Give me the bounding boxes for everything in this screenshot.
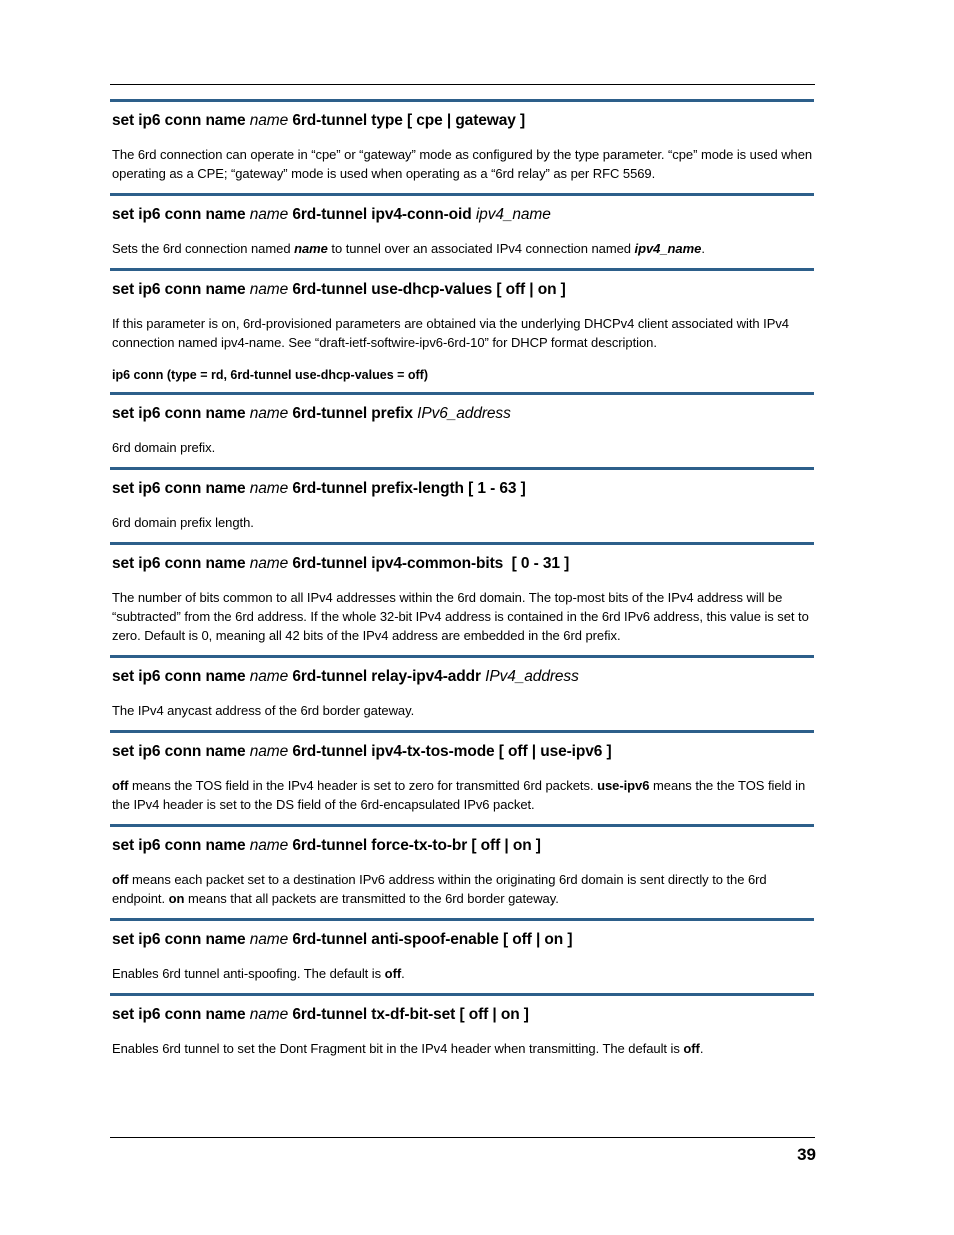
command-heading: set ip6 conn name name 6rd-tunnel type [ cpe | gateway ] (112, 112, 526, 129)
command-description: 6rd domain prefix length. (112, 515, 254, 530)
command-description: The number of bits common to all IPv4 addresses within the 6rd domain. The top-most bits of the IPv4 address will be “subtracted” from the 6rd address. If the whole 32-bit IPv4 address is contained in the 6rd IPv6 address, this value is set to zero. Default is 0, meaning all 42 bits of the IPv4 address are embedded in the 6rd prefix. (112, 590, 809, 643)
config-note: ip6 conn (type = rd, 6rd-tunnel use-dhcp-values = off) (112, 368, 429, 382)
command-heading: set ip6 conn name name 6rd-tunnel tx-df-bit-set [ off | on ] (112, 1006, 529, 1023)
header-rule (110, 84, 815, 85)
command-section-relay-ipv4-addr (110, 655, 814, 720)
command-description: 6rd domain prefix. (112, 440, 216, 455)
command-description: The IPv4 anycast address of the 6rd border gateway. (112, 703, 415, 718)
command-description: Sets the 6rd connection named name to tunnel over an associated IPv4 connection named ipv4_name. (112, 241, 705, 256)
command-section-ipv4-conn-oid (110, 193, 814, 258)
command-description: off means the TOS field in the IPv4 header is set to zero for transmitted 6rd packets. use-ipv6 means the the TOS field in the IPv4 header is set to the DS field of the 6rd-encapsulated IPv6 packet. (112, 778, 806, 812)
page-number: 39 (797, 1145, 816, 1164)
command-section-prefix-length (110, 467, 814, 532)
command-description: off means each packet set to a destination IPv6 address within the originating 6rd domain is sent directly to the 6rd endpoint. on means that all packets are transmitted to the 6rd border gateway. (112, 872, 767, 906)
command-section-tx-df-bit-set (110, 993, 814, 1058)
command-section-anti-spoof-enable (110, 918, 814, 983)
command-description: The 6rd connection can operate in “cpe” or “gateway” mode as configured by the type parameter. “cpe” mode is used when operating as a CPE; “gateway” mode is used when operating as a “6rd relay” as per RFC 5569. (112, 147, 813, 181)
footer-rule (110, 1137, 815, 1138)
command-section-ipv4-common-bits (110, 542, 814, 645)
command-heading: set ip6 conn name name 6rd-tunnel use-dhcp-values [ off | on ] (112, 281, 566, 298)
command-heading: set ip6 conn name name 6rd-tunnel force-tx-to-br [ off | on ] (112, 837, 541, 854)
command-description: Enables 6rd tunnel to set the Dont Fragment bit in the IPv4 header when transmitting. The default is off. (112, 1041, 704, 1056)
command-heading: set ip6 conn name name 6rd-tunnel anti-spoof-enable [ off | on ] (112, 931, 573, 948)
command-heading: set ip6 conn name name 6rd-tunnel prefix-length [ 1 - 63 ] (112, 480, 526, 497)
command-section-use-dhcp-values (110, 268, 814, 384)
command-heading: set ip6 conn name name 6rd-tunnel ipv4-conn-oid ipv4_name (112, 206, 551, 223)
command-section-type (110, 99, 814, 183)
command-heading: set ip6 conn name name 6rd-tunnel relay-ipv4-addr IPv4_address (112, 668, 579, 685)
command-section-prefix (110, 392, 814, 457)
command-description: If this parameter is on, 6rd-provisioned parameters are obtained via the underlying DHCPv4 client associated with IPv4 connection named ipv4-name. See “draft-ietf-softwire-ipv6-6rd-10” for DHCP format description. (112, 316, 789, 350)
command-heading: set ip6 conn name name 6rd-tunnel prefix IPv6_address (112, 405, 511, 422)
command-description: Enables 6rd tunnel anti-spoofing. The default is off. (112, 966, 405, 981)
manual-content (112, 99, 814, 1068)
command-heading: set ip6 conn name name 6rd-tunnel ipv4-common-bits [ 0 - 31 ] (112, 555, 570, 572)
command-heading: set ip6 conn name name 6rd-tunnel ipv4-tx-tos-mode [ off | use-ipv6 ] (112, 743, 612, 760)
command-section-force-tx-to-br (110, 824, 814, 908)
command-section-ipv4-tx-tos-mode (110, 730, 814, 814)
